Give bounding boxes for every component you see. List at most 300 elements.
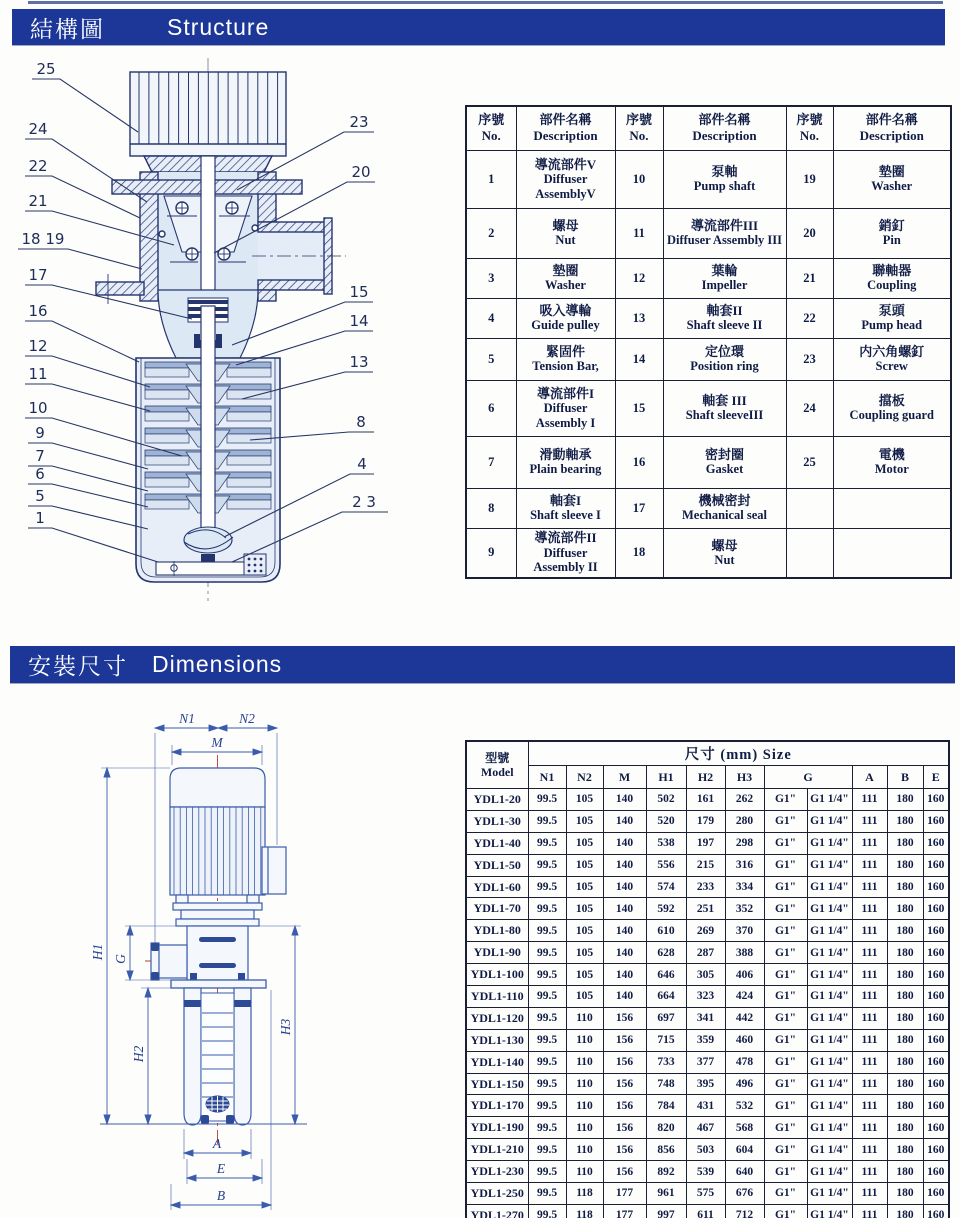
dimension-value-cell: G1 1/4"	[807, 1204, 852, 1218]
part-name-zh: 滑動軸承	[539, 446, 592, 462]
dimension-value-cell: 460	[725, 1029, 764, 1051]
dimension-value-cell: 733	[646, 1051, 686, 1073]
pump-structure-diagram	[12, 56, 457, 628]
dimension-value-cell: 352	[725, 898, 764, 920]
dimension-value-cell: G1"	[764, 920, 807, 942]
callout-number: 15	[349, 283, 369, 301]
model-cell: YDL1-270	[466, 1204, 528, 1218]
dimension-value-cell: 140	[603, 789, 646, 811]
part-name-zh: 軸套I	[549, 492, 582, 508]
dimension-value-cell: 110	[566, 1117, 603, 1139]
model-cell: YDL1-170	[466, 1095, 528, 1117]
dimension-value-cell: 180	[887, 789, 923, 811]
part-number-cell: 15	[615, 380, 663, 436]
dimension-value-cell: 99.5	[528, 789, 566, 811]
part-number-cell: 7	[466, 436, 516, 488]
dimensions-table	[465, 740, 950, 1218]
part-name-en: Diffuser Assembly III	[666, 233, 783, 248]
dims-column-header-m: M	[603, 766, 646, 789]
dimension-value-cell: 997	[646, 1204, 686, 1218]
dimension-value-cell: 111	[852, 942, 887, 964]
dimension-value-cell: 160	[923, 876, 949, 898]
dimension-value-cell: 99.5	[528, 1161, 566, 1183]
dimension-label-g: G	[113, 954, 128, 964]
dimension-value-cell: 160	[923, 986, 949, 1008]
structure-title-en: Structure	[167, 13, 270, 40]
part-name-en: Shaft sleeveIII	[685, 408, 764, 423]
stage-slab-left	[145, 368, 189, 377]
part-name-en: Pin	[882, 233, 901, 248]
dimension-value-cell: 110	[566, 1095, 603, 1117]
callout-number: 5	[35, 487, 45, 505]
part-description-cell	[516, 258, 615, 298]
dimension-value-cell: 99.5	[528, 986, 566, 1008]
dimension-value-cell: G1"	[764, 964, 807, 986]
dimension-value-cell: 105	[566, 789, 603, 811]
dimension-value-cell: 105	[566, 876, 603, 898]
part-name-en: Nut	[555, 233, 576, 248]
dimension-value-cell: G1 1/4"	[807, 1051, 852, 1073]
dimension-value-cell: G1 1/4"	[807, 1139, 852, 1161]
dimension-value-cell: 520	[646, 810, 686, 832]
callout-number: 9	[35, 424, 45, 442]
part-name-zh: 導流部件III	[690, 217, 759, 233]
dimension-value-cell: 467	[686, 1117, 725, 1139]
parts-table-body	[466, 150, 951, 578]
dimension-value-cell: 298	[725, 832, 764, 854]
stage-slab-left	[145, 412, 189, 421]
dimension-value-cell: G1 1/4"	[807, 876, 852, 898]
dimension-value-cell: 180	[887, 942, 923, 964]
dimension-value-cell: 388	[725, 942, 764, 964]
callout-number: 1	[35, 509, 45, 527]
part-name-zh: 泵軸	[711, 163, 738, 179]
stage-slab-left	[145, 434, 189, 443]
dimension-value-cell: 99.5	[528, 1029, 566, 1051]
part-description-cell	[663, 298, 786, 338]
dimension-label-n2: N2	[239, 711, 255, 726]
model-column-header: 型號 Model	[466, 741, 528, 789]
part-description-cell	[663, 208, 786, 258]
dimension-value-cell: 105	[566, 810, 603, 832]
part-description-cell	[516, 528, 615, 578]
dims-table-row	[466, 1051, 949, 1073]
dimension-value-cell: 180	[887, 898, 923, 920]
dimension-value-cell: 99.5	[528, 920, 566, 942]
dimension-value-cell: 160	[923, 898, 949, 920]
dimension-value-cell: 110	[566, 1007, 603, 1029]
part-description-cell	[516, 380, 615, 436]
stage-slab-left	[145, 500, 189, 509]
dimension-value-cell: 156	[603, 1139, 646, 1161]
dimension-value-cell: 575	[686, 1183, 725, 1205]
callout-number: 14	[349, 312, 369, 330]
part-name-en: Motor	[874, 462, 909, 477]
dims-column-header-e: E	[923, 766, 949, 789]
dimension-value-cell: 99.5	[528, 832, 566, 854]
callout-leader-line	[28, 484, 148, 507]
part-name-zh: 吸入導輪	[539, 302, 592, 318]
dimension-value-cell: 105	[566, 942, 603, 964]
dims-table-row	[466, 1183, 949, 1205]
dimension-value-cell: 160	[923, 1117, 949, 1139]
dimension-value-cell: G1"	[764, 1095, 807, 1117]
part-name-en: Mechanical seal	[681, 508, 768, 523]
part-description-cell	[516, 150, 615, 208]
dimension-value-cell: 111	[852, 986, 887, 1008]
part-name-en: Washer	[545, 278, 586, 293]
dimension-value-cell: G1 1/4"	[807, 986, 852, 1008]
dimension-value-cell: 140	[603, 920, 646, 942]
dimension-value-cell: 611	[686, 1204, 725, 1218]
callout-number: 7	[35, 447, 45, 465]
dimension-value-cell: 442	[725, 1007, 764, 1029]
dimension-value-cell: 406	[725, 964, 764, 986]
parts-table-row	[466, 528, 951, 578]
dims-table-row	[466, 1095, 949, 1117]
dimension-value-cell: G1 1/4"	[807, 1007, 852, 1029]
part-number-cell: 23	[786, 338, 833, 380]
dimension-value-cell: 179	[686, 810, 725, 832]
part-number-cell: 2	[466, 208, 516, 258]
model-cell: YDL1-40	[466, 832, 528, 854]
part-name-en: Washer	[871, 179, 913, 194]
callout-number: 23	[349, 113, 369, 131]
part-name-en: Diffuser Assembly I	[535, 400, 596, 430]
dims-table-row	[466, 1204, 949, 1218]
part-name-zh: 定位環	[704, 343, 744, 359]
part-name-zh: 導流部件II	[534, 530, 597, 546]
dimension-label-n1: N1	[179, 711, 195, 726]
dimension-value-cell: 359	[686, 1029, 725, 1051]
dimension-value-cell: 856	[646, 1139, 686, 1161]
dimension-value-cell: G1 1/4"	[807, 920, 852, 942]
part-description-cell	[833, 208, 951, 258]
part-description-cell	[663, 258, 786, 298]
parts-table-row	[466, 338, 951, 380]
stage-slab-left	[145, 390, 189, 399]
callout-number: 17	[28, 266, 48, 284]
model-cell: YDL1-70	[466, 898, 528, 920]
parts-table-row	[466, 298, 951, 338]
dimension-value-cell: G1"	[764, 1139, 807, 1161]
part-name-en: Coupling guard	[849, 408, 934, 423]
dims-table-row	[466, 964, 949, 986]
dimension-value-cell: G1"	[764, 1029, 807, 1051]
stage-slab-left	[145, 478, 189, 487]
dimension-value-cell: 111	[852, 789, 887, 811]
callout-number: 21	[28, 192, 48, 210]
dimension-value-cell: 784	[646, 1095, 686, 1117]
part-name-zh: 導流部件I	[536, 385, 595, 401]
dims-table-row	[466, 876, 949, 898]
part-number-cell: 10	[615, 150, 663, 208]
dimension-value-cell: 323	[686, 986, 725, 1008]
part-name-zh: 泵頭	[878, 302, 905, 318]
dimension-value-cell: G1 1/4"	[807, 1095, 852, 1117]
part-description-cell	[663, 150, 786, 208]
callout-number: 13	[349, 353, 369, 371]
part-number-cell: 25	[786, 436, 833, 488]
part-number-cell: 6	[466, 380, 516, 436]
dimension-value-cell: 316	[725, 854, 764, 876]
dimension-value-cell: G1"	[764, 1183, 807, 1205]
callout-leader-line	[28, 443, 148, 469]
dimension-value-cell: 140	[603, 986, 646, 1008]
dimension-value-cell: 99.5	[528, 1204, 566, 1218]
dimension-value-cell: 180	[887, 810, 923, 832]
dim-pump-outline	[100, 755, 307, 1145]
dimension-value-cell: 287	[686, 942, 725, 964]
model-cell: YDL1-250	[466, 1183, 528, 1205]
dimension-value-cell: 180	[887, 1095, 923, 1117]
size-header: 尺寸 (mm) Size	[528, 741, 949, 766]
dims-table-row	[466, 1007, 949, 1029]
dimension-value-cell: G1 1/4"	[807, 1117, 852, 1139]
dimension-value-cell: 99.5	[528, 964, 566, 986]
dimension-label-h3: H3	[278, 1018, 293, 1036]
dimensions-table-body	[466, 789, 949, 1218]
dimension-value-cell: G1 1/4"	[807, 1183, 852, 1205]
structure-title-zh: 結構圖	[30, 15, 105, 42]
part-number-cell: 18	[615, 528, 663, 578]
dims-table-row	[466, 789, 949, 811]
col-header-no: 序號 No.	[615, 106, 663, 150]
dimension-value-cell: 140	[603, 810, 646, 832]
dimension-value-cell: 99.5	[528, 898, 566, 920]
part-number-cell	[786, 528, 833, 578]
part-number-cell: 12	[615, 258, 663, 298]
part-description-cell	[833, 338, 951, 380]
part-description-cell	[516, 298, 615, 338]
pump-body	[96, 58, 346, 601]
dimension-value-cell: 105	[566, 854, 603, 876]
dimension-value-cell: 160	[923, 1095, 949, 1117]
dimension-value-cell: 110	[566, 1051, 603, 1073]
dimension-value-cell: 180	[887, 1183, 923, 1205]
col-header-desc: 部件名稱 Description	[833, 106, 951, 150]
dimensions-title-en: Dimensions	[152, 651, 283, 677]
dimension-value-cell: 110	[566, 1139, 603, 1161]
dimension-value-cell: G1"	[764, 832, 807, 854]
dimension-value-cell: 180	[887, 1117, 923, 1139]
dimension-value-cell: 118	[566, 1204, 603, 1218]
part-number-cell: 1	[466, 150, 516, 208]
model-cell: YDL1-190	[466, 1117, 528, 1139]
dimension-value-cell: 111	[852, 898, 887, 920]
model-cell: YDL1-140	[466, 1051, 528, 1073]
stage-slab-right	[227, 456, 271, 465]
dimension-value-cell: 160	[923, 1051, 949, 1073]
dimension-value-cell: 180	[887, 832, 923, 854]
dimension-value-cell: 502	[646, 789, 686, 811]
callout-number: 2 3	[352, 493, 376, 511]
part-name-en: Diffuser Assembly II	[533, 545, 598, 575]
dimension-value-cell: G1"	[764, 810, 807, 832]
callout-number: 20	[351, 163, 371, 181]
part-description-cell	[833, 436, 951, 488]
dimension-value-cell: 712	[725, 1204, 764, 1218]
dimension-value-cell: 99.5	[528, 1139, 566, 1161]
parts-table-row	[466, 150, 951, 208]
part-description-cell	[833, 150, 951, 208]
dims-column-header-h3: H3	[725, 766, 764, 789]
dimension-value-cell: G1 1/4"	[807, 832, 852, 854]
callout-number: 10	[28, 399, 48, 417]
dimension-value-cell: 180	[887, 876, 923, 898]
part-name-en: Shaft sleeve I	[530, 508, 601, 523]
dimension-value-cell: 111	[852, 1117, 887, 1139]
part-name-en: Position ring	[690, 359, 759, 374]
dimension-value-cell: 105	[566, 920, 603, 942]
callout-number: 25	[36, 60, 56, 78]
dimension-value-cell: 251	[686, 898, 725, 920]
parts-table-row	[466, 258, 951, 298]
page-top-rule	[28, 1, 943, 4]
part-name-en: Tension Bar,	[532, 359, 599, 374]
dimension-value-cell: 180	[887, 986, 923, 1008]
dimension-value-cell: 140	[603, 832, 646, 854]
dimension-value-cell: 180	[887, 1139, 923, 1161]
dimension-value-cell: 180	[887, 920, 923, 942]
callout-leader-line	[32, 79, 138, 132]
dimension-value-cell: 111	[852, 1183, 887, 1205]
stage-slab-right	[227, 500, 271, 509]
dimension-value-cell: 215	[686, 854, 725, 876]
dimension-value-cell: G1"	[764, 1204, 807, 1218]
dimension-value-cell: 140	[603, 942, 646, 964]
model-cell: YDL1-90	[466, 942, 528, 964]
dims-table-row	[466, 1073, 949, 1095]
dimension-value-cell: 592	[646, 898, 686, 920]
part-number-cell: 17	[615, 488, 663, 528]
dimension-value-cell: G1"	[764, 789, 807, 811]
part-name-zh: 軸套II	[706, 302, 743, 318]
part-name-zh: 葉輪	[711, 262, 738, 278]
callout-number: 22	[28, 157, 48, 175]
dimension-value-cell: 99.5	[528, 1117, 566, 1139]
part-description-cell	[833, 488, 951, 528]
dimension-value-cell: G1"	[764, 986, 807, 1008]
dimension-value-cell: 111	[852, 832, 887, 854]
dimension-value-cell: 160	[923, 1007, 949, 1029]
dimension-value-cell: 604	[725, 1139, 764, 1161]
dimension-value-cell: 820	[646, 1117, 686, 1139]
dimension-value-cell: 111	[852, 1095, 887, 1117]
part-number-cell	[786, 488, 833, 528]
dimension-value-cell: 156	[603, 1073, 646, 1095]
dimension-value-cell: 262	[725, 789, 764, 811]
part-name-zh: 機械密封	[698, 492, 751, 508]
col-header-desc: 部件名稱 Description	[516, 106, 615, 150]
dimension-value-cell: 110	[566, 1161, 603, 1183]
dims-table-row	[466, 1161, 949, 1183]
dimension-value-cell: 160	[923, 964, 949, 986]
callout-number: 18 19	[21, 230, 65, 248]
callout-number: 4	[357, 455, 367, 473]
dims-table-row	[466, 810, 949, 832]
dimension-value-cell: 269	[686, 920, 725, 942]
dimension-value-cell: 568	[725, 1117, 764, 1139]
dimension-value-cell: 111	[852, 1204, 887, 1218]
part-name-en: Nut	[714, 553, 735, 568]
model-cell: YDL1-50	[466, 854, 528, 876]
part-name-en: Pump head	[861, 318, 923, 333]
dimension-value-cell: 111	[852, 1051, 887, 1073]
dimension-value-cell: 748	[646, 1073, 686, 1095]
dims-column-header-n2: N2	[566, 766, 603, 789]
dimension-value-cell: G1"	[764, 1007, 807, 1029]
dimension-value-cell: 539	[686, 1161, 725, 1183]
dims-table-row	[466, 986, 949, 1008]
dimension-value-cell: G1"	[764, 942, 807, 964]
dimension-value-cell: 110	[566, 1029, 603, 1051]
part-name-en: Plain bearing	[529, 462, 602, 477]
part-description-cell	[663, 338, 786, 380]
dimension-value-cell: 99.5	[528, 1183, 566, 1205]
dimension-value-cell: 99.5	[528, 854, 566, 876]
dimension-label-e: E	[216, 1161, 226, 1176]
bottom-dotted-block	[248, 558, 263, 573]
structure-section-header	[12, 9, 945, 45]
dimension-value-cell: 697	[646, 1007, 686, 1029]
dims-table-row	[466, 942, 949, 964]
dimension-value-cell: G1 1/4"	[807, 789, 852, 811]
stage-slab-right	[227, 368, 271, 377]
callout-leader-line	[28, 506, 148, 529]
part-name-en: Screw	[875, 359, 908, 374]
part-name-zh: 内六角螺釘	[859, 343, 925, 359]
dimension-value-cell: 610	[646, 920, 686, 942]
part-number-cell: 14	[615, 338, 663, 380]
dimension-value-cell: 99.5	[528, 810, 566, 832]
part-name-zh: 軸套 III	[702, 392, 747, 408]
part-description-cell	[663, 488, 786, 528]
dimension-value-cell: 377	[686, 1051, 725, 1073]
dimension-value-cell: 99.5	[528, 942, 566, 964]
part-description-cell	[663, 436, 786, 488]
dims-column-header-g: G	[764, 766, 852, 789]
dimension-value-cell: 160	[923, 810, 949, 832]
dimension-value-cell: 160	[923, 854, 949, 876]
dimension-value-cell: 99.5	[528, 1073, 566, 1095]
dimension-value-cell: 370	[725, 920, 764, 942]
part-name-en: Impeller	[701, 278, 748, 293]
callout-number: 16	[28, 302, 48, 320]
dimension-value-cell: 156	[603, 1117, 646, 1139]
model-cell: YDL1-130	[466, 1029, 528, 1051]
dimension-value-cell: 574	[646, 876, 686, 898]
dimension-value-cell: 156	[603, 1029, 646, 1051]
dimension-value-cell: 180	[887, 1161, 923, 1183]
dims-column-header-a: A	[852, 766, 887, 789]
dimension-value-cell: 197	[686, 832, 725, 854]
dimension-value-cell: 532	[725, 1095, 764, 1117]
dims-table-row	[466, 1139, 949, 1161]
dimension-value-cell: 538	[646, 832, 686, 854]
parts-table-row	[466, 208, 951, 258]
dimension-value-cell: 628	[646, 942, 686, 964]
dimension-value-cell: G1 1/4"	[807, 854, 852, 876]
dimension-value-cell: 111	[852, 876, 887, 898]
dimension-value-cell: 556	[646, 854, 686, 876]
dimension-value-cell: 640	[725, 1161, 764, 1183]
dimension-value-cell: 111	[852, 1073, 887, 1095]
dimension-value-cell: 99.5	[528, 1007, 566, 1029]
model-cell: YDL1-150	[466, 1073, 528, 1095]
part-name-zh: 聯軸器	[872, 262, 912, 278]
dimension-value-cell: G1 1/4"	[807, 810, 852, 832]
